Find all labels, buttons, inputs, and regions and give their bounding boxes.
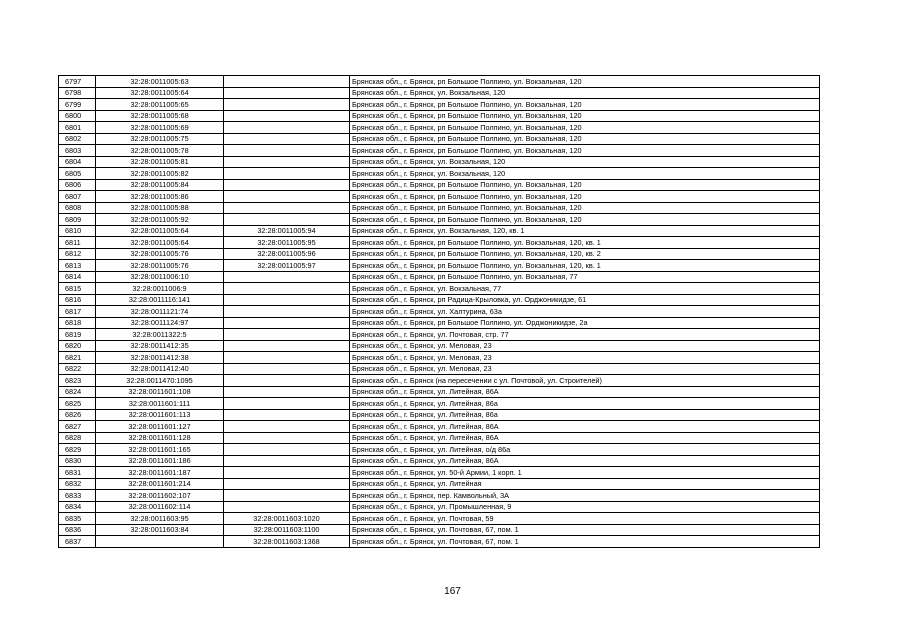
related-cadastral-number-cell — [224, 352, 350, 364]
cadastral-number-cell: 32:28:0011005:65 — [96, 99, 224, 111]
table-row — [59, 478, 820, 490]
cadastral-number-cell: 32:28:0011005:64 — [96, 225, 224, 237]
cadastral-number-cell: 32:28:0011006:10 — [96, 271, 224, 283]
row-number-cell: 6813 — [59, 260, 96, 272]
row-number-cell: 6822 — [59, 363, 96, 375]
address-cell: Брянская обл., г. Брянск, рп Большое Полпино, ул. Вокзальная, 120 — [350, 133, 820, 145]
cadastral-number-cell: 32:28:0011412:35 — [96, 340, 224, 352]
related-cadastral-number-cell — [224, 455, 350, 467]
row-number-cell: 6798 — [59, 87, 96, 99]
address-cell: Брянская обл., г. Брянск, рп Большое Полпино, ул. Вокзальная, 120 — [350, 76, 820, 88]
table-row — [59, 214, 820, 226]
address-cell: Брянская обл., г. Брянск, ул. Литейная, 86А — [350, 455, 820, 467]
related-cadastral-number-cell — [224, 329, 350, 341]
row-number-cell: 6811 — [59, 237, 96, 249]
row-number-cell: 6804 — [59, 156, 96, 168]
row-number-cell: 6821 — [59, 352, 96, 364]
table-row — [59, 122, 820, 134]
related-cadastral-number-cell — [224, 214, 350, 226]
table-row — [59, 501, 820, 513]
address-cell: Брянская обл., г. Брянск, ул. Меловая, 23 — [350, 340, 820, 352]
related-cadastral-number-cell — [224, 179, 350, 191]
related-cadastral-number-cell — [224, 340, 350, 352]
table-row — [59, 283, 820, 295]
table-row — [59, 329, 820, 341]
row-number-cell: 6814 — [59, 271, 96, 283]
cadastral-number-cell: 32:28:0011005:92 — [96, 214, 224, 226]
cadastral-number-cell: 32:28:0011005:69 — [96, 122, 224, 134]
row-number-cell: 6833 — [59, 490, 96, 502]
related-cadastral-number-cell — [224, 156, 350, 168]
address-cell: Брянская обл., г. Брянск, рп Большое Полпино, ул. Орджоникидзе, 2а — [350, 317, 820, 329]
address-cell: Брянская обл., г. Брянск, ул. Почтовая, стр. 77 — [350, 329, 820, 341]
cadastral-number-cell: 32:28:0011322:5 — [96, 329, 224, 341]
related-cadastral-number-cell — [224, 110, 350, 122]
row-number-cell: 6832 — [59, 478, 96, 490]
table-row — [59, 133, 820, 145]
address-cell: Брянская обл., г. Брянск, ул. Литейная, 86а — [350, 409, 820, 421]
table-row — [59, 317, 820, 329]
cadastral-number-cell: 32:28:0011602:114 — [96, 501, 224, 513]
related-cadastral-number-cell — [224, 76, 350, 88]
table-row — [59, 536, 820, 548]
related-cadastral-number-cell: 32:28:0011005:96 — [224, 248, 350, 260]
row-number-cell: 6802 — [59, 133, 96, 145]
row-number-cell: 6836 — [59, 524, 96, 536]
address-cell: Брянская обл., г. Брянск, пер. Камвольный, 3А — [350, 490, 820, 502]
table-row — [59, 340, 820, 352]
address-cell: Брянская обл., г. Брянск, ул. Литейная, 86А — [350, 421, 820, 433]
cadastral-number-cell: 32:28:0011601:214 — [96, 478, 224, 490]
related-cadastral-number-cell: 32:28:0011603:1020 — [224, 513, 350, 525]
address-cell: Брянская обл., г. Брянск, ул. Почтовая, 67, пом. 1 — [350, 524, 820, 536]
row-number-cell: 6827 — [59, 421, 96, 433]
related-cadastral-number-cell: 32:28:0011603:1100 — [224, 524, 350, 536]
row-number-cell: 6830 — [59, 455, 96, 467]
related-cadastral-number-cell — [224, 398, 350, 410]
address-cell: Брянская обл., г. Брянск (на пересечении с ул. Почтовой, ул. Строителей) — [350, 375, 820, 387]
cadastral-number-cell: 32:28:0011005:78 — [96, 145, 224, 157]
row-number-cell: 6808 — [59, 202, 96, 214]
cadastral-number-cell: 32:28:0011005:64 — [96, 237, 224, 249]
cadastral-number-cell: 32:28:0011005:64 — [96, 87, 224, 99]
address-cell: Брянская обл., г. Брянск, рп Большое Полпино, ул. Вокзальная, 120 — [350, 214, 820, 226]
address-cell: Брянская обл., г. Брянск, рп Большое Полпино, ул. Вокзальная, 120, кв. 2 — [350, 248, 820, 260]
row-number-cell: 6829 — [59, 444, 96, 456]
table-row — [59, 490, 820, 502]
cadastral-number-cell: 32:28:0011601:187 — [96, 467, 224, 479]
cadastral-number-cell: 32:28:0011005:76 — [96, 248, 224, 260]
address-cell: Брянская обл., г. Брянск, рп Большое Полпино, ул. Вокзальная, 120 — [350, 99, 820, 111]
table-body — [59, 76, 820, 548]
cadastral-number-cell: 32:28:0011601:127 — [96, 421, 224, 433]
row-number-cell: 6819 — [59, 329, 96, 341]
table-row — [59, 156, 820, 168]
cadastral-number-cell: 32:28:0011601:186 — [96, 455, 224, 467]
row-number-cell: 6831 — [59, 467, 96, 479]
row-number-cell: 6837 — [59, 536, 96, 548]
related-cadastral-number-cell: 32:28:0011603:1368 — [224, 536, 350, 548]
address-cell: Брянская обл., г. Брянск, ул. Почтовая, 59 — [350, 513, 820, 525]
row-number-cell: 6834 — [59, 501, 96, 513]
table-row — [59, 260, 820, 272]
table-row — [59, 421, 820, 433]
table-row — [59, 225, 820, 237]
row-number-cell: 6797 — [59, 76, 96, 88]
address-cell: Брянская обл., г. Брянск, рп Большое Полпино, ул. Вокзальная, 120 — [350, 202, 820, 214]
address-cell: Брянская обл., г. Брянск, ул. Вокзальная, 120 — [350, 156, 820, 168]
related-cadastral-number-cell — [224, 87, 350, 99]
related-cadastral-number-cell: 32:28:0011005:94 — [224, 225, 350, 237]
page-number: 167 — [444, 586, 461, 597]
table-row — [59, 513, 820, 525]
cadastral-number-cell: 32:28:0011005:63 — [96, 76, 224, 88]
cadastral-number-cell: 32:28:0011601:111 — [96, 398, 224, 410]
row-number-cell: 6807 — [59, 191, 96, 203]
row-number-cell: 6820 — [59, 340, 96, 352]
cadastral-number-cell: 32:28:0011005:81 — [96, 156, 224, 168]
row-number-cell: 6812 — [59, 248, 96, 260]
related-cadastral-number-cell — [224, 432, 350, 444]
table-row — [59, 455, 820, 467]
row-number-cell: 6800 — [59, 110, 96, 122]
table-row — [59, 168, 820, 180]
related-cadastral-number-cell — [224, 271, 350, 283]
cadastral-number-cell: 32:28:0011603:95 — [96, 513, 224, 525]
address-cell: Брянская обл., г. Брянск, рп Большое Полпино, ул. Вокзальная, 120 — [350, 145, 820, 157]
row-number-cell: 6815 — [59, 283, 96, 295]
related-cadastral-number-cell — [224, 191, 350, 203]
address-cell: Брянская обл., г. Брянск, рп Большое Полпино, ул. Вокзальная, 120 — [350, 191, 820, 203]
table-row — [59, 87, 820, 99]
row-number-cell: 6824 — [59, 386, 96, 398]
address-cell: Брянская обл., г. Брянск, ул. 50-й Армии, 1 корп. 1 — [350, 467, 820, 479]
table-row — [59, 76, 820, 88]
address-cell: Брянская обл., г. Брянск, рп Большое Полпино, ул. Вокзальная, 120 — [350, 122, 820, 134]
table-row — [59, 375, 820, 387]
table-row — [59, 409, 820, 421]
cadastral-number-cell: 32:28:0011116:141 — [96, 294, 224, 306]
cadastral-number-cell: 32:28:0011005:75 — [96, 133, 224, 145]
row-number-cell: 6816 — [59, 294, 96, 306]
address-cell: Брянская обл., г. Брянск, ул. Вокзальная, 120 — [350, 168, 820, 180]
cadastral-number-cell: 32:28:0011601:113 — [96, 409, 224, 421]
address-cell: Брянская обл., г. Брянск, ул. Почтовая, 67, пом. 1 — [350, 536, 820, 548]
address-cell: Брянская обл., г. Брянск, ул. Литейная — [350, 478, 820, 490]
cadastral-number-cell: 32:28:0011005:86 — [96, 191, 224, 203]
table-row — [59, 398, 820, 410]
related-cadastral-number-cell — [224, 283, 350, 295]
row-number-cell: 6828 — [59, 432, 96, 444]
address-cell: Брянская обл., г. Брянск, рп Большое Полпино, ул. Вокзальная, 77 — [350, 271, 820, 283]
row-number-cell: 6823 — [59, 375, 96, 387]
cadastral-number-cell: 32:28:0011412:38 — [96, 352, 224, 364]
related-cadastral-number-cell — [224, 317, 350, 329]
cadastral-number-cell: 32:28:0011470:1095 — [96, 375, 224, 387]
address-cell: Брянская обл., г. Брянск, рп Большое Полпино, ул. Вокзальная, 120 — [350, 110, 820, 122]
address-cell: Брянская обл., г. Брянск, рп Большое Полпино, ул. Вокзальная, 120, кв. 1 — [350, 237, 820, 249]
related-cadastral-number-cell — [224, 145, 350, 157]
table-row — [59, 432, 820, 444]
related-cadastral-number-cell — [224, 375, 350, 387]
table-row — [59, 179, 820, 191]
address-cell: Брянская обл., г. Брянск, рп Большое Полпино, ул. Вокзальная, 120, кв. 1 — [350, 260, 820, 272]
address-cell: Брянская обл., г. Брянск, ул. Литейная, 86а — [350, 398, 820, 410]
table-row — [59, 352, 820, 364]
cadastral-number-cell: 32:28:0011603:84 — [96, 524, 224, 536]
related-cadastral-number-cell — [224, 133, 350, 145]
table-row — [59, 99, 820, 111]
address-cell: Брянская обл., г. Брянск, ул. Вокзальная, 120 — [350, 87, 820, 99]
row-number-cell: 6806 — [59, 179, 96, 191]
row-number-cell: 6799 — [59, 99, 96, 111]
table-row — [59, 294, 820, 306]
cadastral-number-cell: 32:28:0011412:40 — [96, 363, 224, 375]
row-number-cell: 6826 — [59, 409, 96, 421]
table-row — [59, 191, 820, 203]
address-cell: Брянская обл., г. Брянск, ул. Вокзальная, 77 — [350, 283, 820, 295]
row-number-cell: 6809 — [59, 214, 96, 226]
cadastral-number-cell: 32:28:0011005:88 — [96, 202, 224, 214]
address-cell: Брянская обл., г. Брянск, ул. Литейная, 86А — [350, 432, 820, 444]
row-number-cell: 6805 — [59, 168, 96, 180]
cadastral-registry-table — [58, 75, 820, 548]
related-cadastral-number-cell — [224, 478, 350, 490]
related-cadastral-number-cell — [224, 386, 350, 398]
table-row — [59, 363, 820, 375]
table-row — [59, 237, 820, 249]
cadastral-number-cell: 32:28:0011602:107 — [96, 490, 224, 502]
row-number-cell: 6835 — [59, 513, 96, 525]
related-cadastral-number-cell — [224, 306, 350, 318]
cadastral-number-cell: 32:28:0011601:128 — [96, 432, 224, 444]
address-cell: Брянская обл., г. Брянск, ул. Вокзальная, 120, кв. 1 — [350, 225, 820, 237]
related-cadastral-number-cell: 32:28:0011005:95 — [224, 237, 350, 249]
cadastral-number-cell: 32:28:0011005:82 — [96, 168, 224, 180]
row-number-cell: 6801 — [59, 122, 96, 134]
related-cadastral-number-cell — [224, 490, 350, 502]
related-cadastral-number-cell — [224, 202, 350, 214]
address-cell: Брянская обл., г. Брянск, рп Радица-Крыловка, ул. Орджоникидзе, 61 — [350, 294, 820, 306]
related-cadastral-number-cell — [224, 409, 350, 421]
table-row — [59, 271, 820, 283]
related-cadastral-number-cell — [224, 99, 350, 111]
table-row — [59, 248, 820, 260]
cadastral-number-cell: 32:28:0011006:9 — [96, 283, 224, 295]
related-cadastral-number-cell — [224, 294, 350, 306]
row-number-cell: 6825 — [59, 398, 96, 410]
related-cadastral-number-cell — [224, 363, 350, 375]
cadastral-number-cell — [96, 536, 224, 548]
row-number-cell: 6818 — [59, 317, 96, 329]
table-row — [59, 145, 820, 157]
address-cell: Брянская обл., г. Брянск, ул. Халтурина, 63а — [350, 306, 820, 318]
cadastral-number-cell: 32:28:0011124:97 — [96, 317, 224, 329]
table-row — [59, 386, 820, 398]
cadastral-number-cell: 32:28:0011005:76 — [96, 260, 224, 272]
table-row — [59, 524, 820, 536]
row-number-cell: 6803 — [59, 145, 96, 157]
address-cell: Брянская обл., г. Брянск, ул. Меловая, 23 — [350, 352, 820, 364]
table-row — [59, 202, 820, 214]
table-row — [59, 306, 820, 318]
row-number-cell: 6817 — [59, 306, 96, 318]
address-cell: Брянская обл., г. Брянск, рп Большое Полпино, ул. Вокзальная, 120 — [350, 179, 820, 191]
row-number-cell: 6810 — [59, 225, 96, 237]
cadastral-number-cell: 32:28:0011601:108 — [96, 386, 224, 398]
address-cell: Брянская обл., г. Брянск, ул. Промышленная, 9 — [350, 501, 820, 513]
related-cadastral-number-cell — [224, 168, 350, 180]
cadastral-number-cell: 32:28:0011121:74 — [96, 306, 224, 318]
related-cadastral-number-cell — [224, 421, 350, 433]
related-cadastral-number-cell — [224, 501, 350, 513]
table-row — [59, 110, 820, 122]
address-cell: Брянская обл., г. Брянск, ул. Меловая, 23 — [350, 363, 820, 375]
related-cadastral-number-cell — [224, 467, 350, 479]
address-cell: Брянская обл., г. Брянск, ул. Литейная, о/д 86а — [350, 444, 820, 456]
related-cadastral-number-cell — [224, 122, 350, 134]
table-row — [59, 444, 820, 456]
cadastral-number-cell: 32:28:0011005:84 — [96, 179, 224, 191]
related-cadastral-number-cell — [224, 444, 350, 456]
cadastral-number-cell: 32:28:0011005:68 — [96, 110, 224, 122]
related-cadastral-number-cell: 32:28:0011005:97 — [224, 260, 350, 272]
cadastral-number-cell: 32:28:0011601:165 — [96, 444, 224, 456]
address-cell: Брянская обл., г. Брянск, ул. Литейная, 86А — [350, 386, 820, 398]
table-row — [59, 467, 820, 479]
